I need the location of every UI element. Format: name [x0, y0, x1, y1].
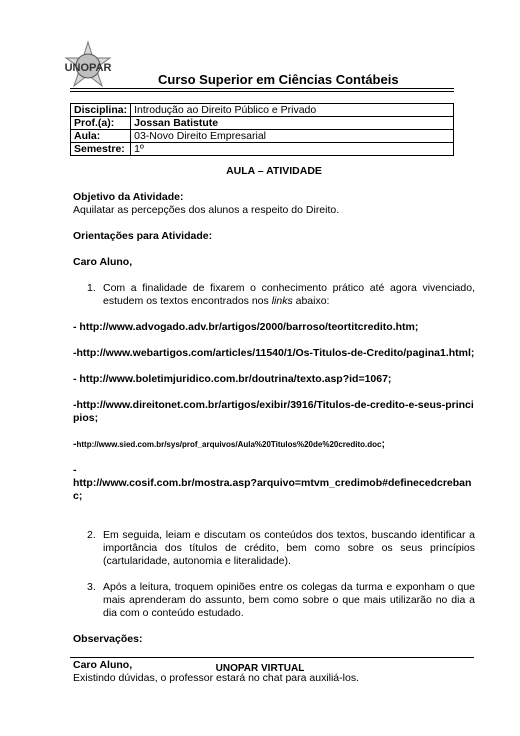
item1-text-end: abaixo: [292, 295, 330, 307]
course-title: Curso Superior em Ciências Contábeis [158, 72, 399, 87]
list-number: 3. [87, 581, 96, 593]
logo-graphic [60, 40, 116, 92]
logo-text: UNOPAR [64, 62, 112, 74]
document-body [73, 165, 475, 685]
link-prefix: - [73, 438, 77, 450]
info-label: Disciplina: [71, 104, 131, 117]
item1-emphasis: links [271, 295, 293, 307]
unopar-logo [60, 40, 116, 92]
info-row-professor [71, 117, 454, 130]
info-label: Prof.(a): [71, 117, 131, 130]
info-table [70, 103, 454, 156]
item1-text: Com a finalidade de fixarem o conhecimento prático até agora vivenciado, estudem os textos encontrados nos [103, 282, 475, 307]
reference-link[interactable]: - http://www.advogado.adv.br/artigos/2000/barroso/teortitcredito.htm; [73, 321, 419, 333]
orientations-heading: Orientações para Atividade: [73, 230, 213, 242]
info-label: Semestre: [71, 143, 131, 156]
link-suffix: ; [381, 438, 385, 450]
reference-link[interactable]: -http://www.webartigos.com/articles/11540/1/Os-Titulos-de-Credito/pagina1.html; [73, 347, 475, 359]
item3-text: Após a leitura, troquem opiniões entre os colegas da turma e exponham o que mais aprenderam do assunto, bem como sobre o que mais utilizarão no dia a dia com o conteúdo estudado. [103, 581, 475, 619]
info-row-discipline [71, 104, 454, 117]
header-rule [70, 88, 454, 89]
greeting: Caro Aluno, [73, 256, 133, 268]
item2-text: Em seguida, leiam e discutam os conteúdos dos textos, buscando identificar a importância dos títulos de crédito, bem como sobre os seus princípios (cartularidade, autonomia e literalidade). [103, 529, 475, 567]
info-row-class [71, 130, 454, 143]
closing-text: Existindo dúvidas, o professor estará no chat para auxiliá-los. [73, 672, 359, 684]
info-value: Introdução ao Direito Público e Privado [131, 104, 454, 117]
objective-heading: Objetivo da Atividade: [73, 191, 184, 203]
link-prefix: - [73, 464, 77, 476]
list-item [73, 581, 475, 620]
observations-heading: Observações: [73, 633, 143, 645]
list-item [73, 529, 475, 568]
info-value: Jossan Batistute [131, 117, 454, 130]
info-value: 03-Novo Direito Empresarial [131, 130, 454, 143]
list-number: 1. [87, 282, 96, 294]
info-label: Aula: [71, 130, 131, 143]
footer-text: UNOPAR VIRTUAL [215, 663, 305, 674]
closing-greeting: Caro Aluno, [73, 659, 133, 671]
list-item [73, 282, 475, 308]
reference-link[interactable]: http://www.cosif.com.br/mostra.asp?arquivo=mtvm_credimob#definecedcrebanc; [73, 477, 472, 502]
objective-text: Aquilatar as percepções dos alunos a respeito do Direito. [73, 204, 340, 216]
reference-link[interactable]: http://www.sied.com.br/sys/prof_arquivos/Aula%20Titulos%20de%20credito.doc [76, 440, 382, 449]
reference-link-line [73, 438, 475, 451]
footer-rule [70, 657, 474, 658]
info-value: 1º [131, 143, 454, 156]
info-row-semester [71, 143, 454, 156]
header-rule-2 [70, 91, 454, 92]
reference-link[interactable]: - http://www.boletimjuridico.com.br/doutrina/texto.asp?id=1067; [73, 373, 392, 385]
list-number: 2. [87, 529, 96, 541]
reference-link[interactable]: -http://www.direitonet.com.br/artigos/exibir/3916/Titulos-de-credito-e-seus-principios; [73, 399, 474, 424]
section-title: AULA – ATIVIDADE [226, 165, 322, 177]
